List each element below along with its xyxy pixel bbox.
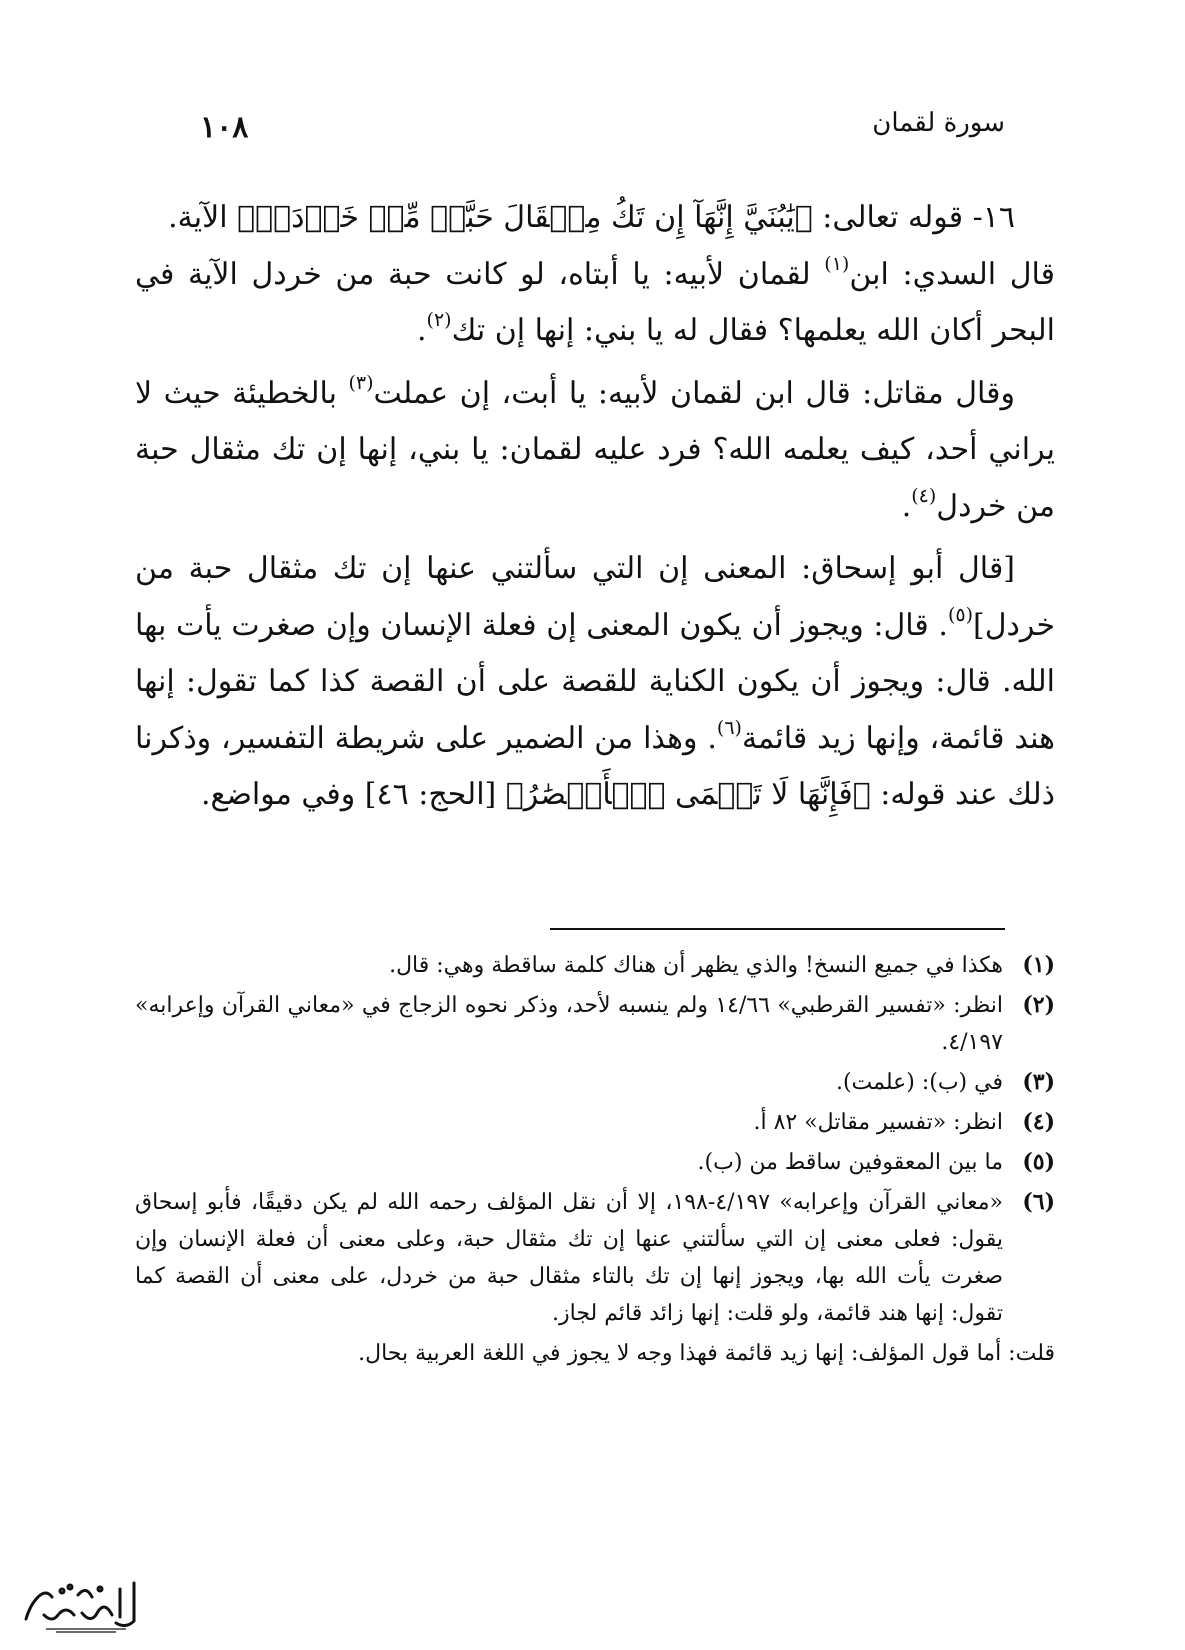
verse-text: ١٦- قوله تعالى: ﴿يَٰبُنَيَّ إِنَّهَآ إِن تَكُ مِثۡقَالَ حَبَّةٖ مِّنۡ خَرۡدَلٖ﴾ الآية. — [168, 200, 1015, 235]
footnote-text: انظر: «تفسير القرطبي» ١٤/٦٦ ولم ينسبه لأحد، وذكر نحوه الزجاج في «معاني القرآن وإعرابه» ٤/١٩٧. — [135, 993, 1003, 1055]
page-number: ١٠٨ — [200, 110, 249, 145]
text-segment: . — [901, 488, 912, 524]
footnote-1 — [135, 947, 1055, 984]
footnote-2 — [135, 987, 1055, 1061]
footnote-text: ما بين المعقوفين ساقط من (ب). — [697, 1150, 1003, 1175]
footnotes-list — [135, 947, 1055, 1372]
footnote-text: «معاني القرآن وإعرابه» ٤/١٩٧-١٩٨، إلا أن نقل المؤلف رحمه الله لم يكن دقيقًا، فأبو إسحاق يقول: فعلى معنى إن التي سألتني عنها إن تك مثقال حبة، وعلى معنى أن فعلة الإنسان وإن صغرت يأت الله بها، ويجوز إنها إن تك بالتاء مثقال حبة من خردل، على معنى أن القصة كما تقول: إنها هند قائمة، ولو قلت: إنها زائد قائم لجاز. — [135, 1190, 1003, 1326]
text-segment: . وهذا من الضمير على شريطة التفسير، وذكرنا ذلك عند قوله: ﴿فَإِنَّهَا لَا تَعۡمَى ٱلۡأَبۡصَٰرُ﴾ [الحج: ٤٦] وفي مواضع. — [135, 720, 1055, 812]
text-segment: وقال مقاتل: قال ابن لقمان لأبيه: يا أبت، إن عملت — [373, 375, 1015, 411]
footnote-ref-3[interactable]: (٣) — [348, 371, 374, 394]
text-segment: لقمان لأبيه: يا أبتاه، لو كانت حبة من خردل الآية في البحر أكان الله يعلمها؟ فقال له يا بني: إنها إن تك — [135, 256, 1055, 348]
footnote-number: (٢) — [1022, 992, 1055, 1018]
footnote-ref-6[interactable]: (٦) — [716, 716, 742, 739]
text-segment: قال السدي: ابن — [849, 256, 1055, 292]
paragraph-muqatil — [135, 366, 1055, 536]
footnote-ref-4[interactable]: (٤) — [911, 484, 937, 507]
footnote-ref-2[interactable]: (٢) — [426, 309, 452, 331]
footnote-number: (١) — [1022, 952, 1055, 978]
footnote-number: (٤) — [1022, 1109, 1055, 1135]
footnote-divider — [550, 928, 1005, 930]
footnote-number: (٥) — [1022, 1149, 1055, 1175]
footnote-commentary: قلت: أما قول المؤلف: إنها زيد قائمة فهذا وجه لا يجوز في اللغة العربية بحال. — [358, 1341, 1055, 1366]
footnote-text: في (ب): (علمت). — [835, 1070, 1003, 1095]
chapter-title: سورة لقمان — [872, 108, 1005, 138]
text-segment: . قال: ويجوز أن يكون المعنى إن فعلة الإنسان وإن صغرت يأت بها الله. قال: ويجوز أن يكون الكناية للقصة على أن القصة كذا كما تقول: إنها هند قائمة، وإنها زيد قائمة — [135, 607, 1055, 756]
footnote-4 — [135, 1104, 1055, 1141]
footnote-3 — [135, 1064, 1055, 1101]
footnote-ref-1[interactable]: (١) — [824, 252, 850, 275]
footnote-6 — [135, 1184, 1055, 1332]
running-head — [200, 108, 1005, 158]
footnote-number: (٣) — [1022, 1069, 1055, 1095]
footnote-5 — [135, 1144, 1055, 1181]
text-segment: . — [416, 313, 427, 348]
paragraph-suddi — [135, 247, 1055, 360]
footnote-ref-5[interactable]: (٥) — [947, 603, 974, 626]
text-segment: بالخطيئة حيث لا يراني أحد، كيف يعلمه الله؟ فرد عليه لقمان: يا بني، إنها إن تك مثقال حبة من خردل — [135, 375, 1056, 524]
main-text — [135, 190, 1055, 824]
text-segment: [قال أبو إسحاق: المعنى إن التي سألتني عنها إن تك مثقال حبة من خردل] — [135, 551, 1055, 643]
footnote-text: هكذا في جميع النسخ! والذي يظهر أن هناك كلمة ساقطة وهي: قال. — [389, 953, 1003, 978]
paragraph-verse — [135, 190, 1055, 247]
calligraphy-logo-icon — [16, 1575, 146, 1635]
paragraph-abu-ishaq — [135, 541, 1055, 824]
footnote-number: (٦) — [1022, 1189, 1055, 1215]
footnote-text: انظر: «تفسير مقاتل» ٨٢ أ. — [753, 1110, 1003, 1135]
